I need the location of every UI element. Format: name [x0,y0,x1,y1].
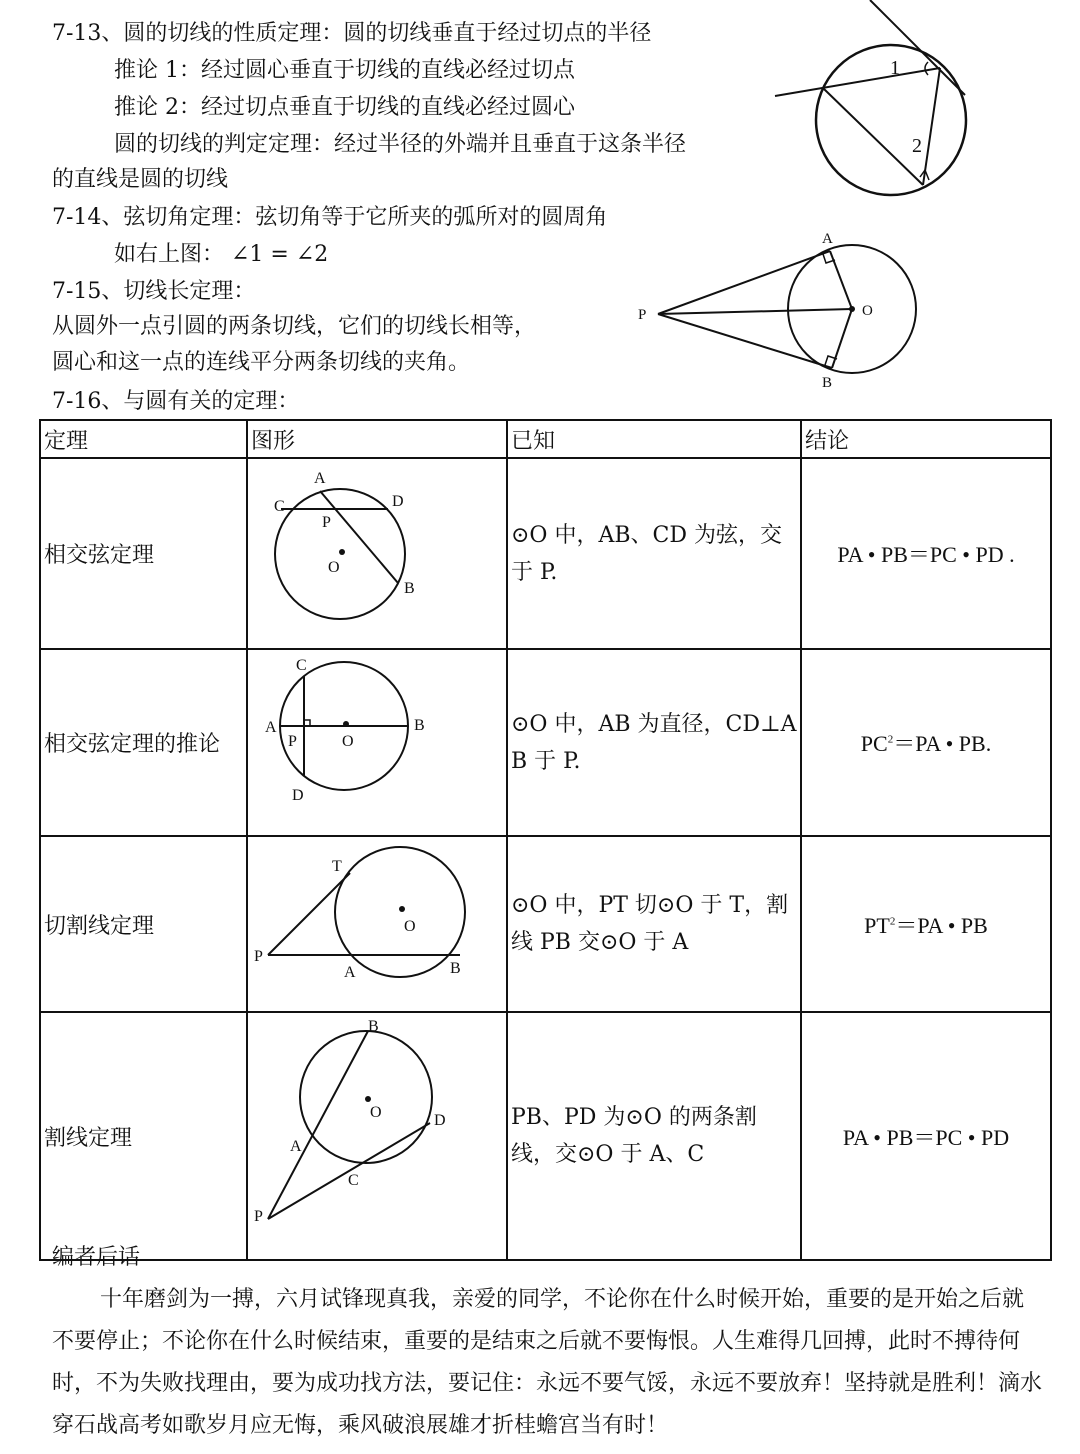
section-7-16-title: 7-16、与圆有关的定理： [52,389,300,414]
label-o: O [370,1104,382,1121]
conclusion-text: $PC^2=PA$ • PB. [801,649,1051,836]
label-c: C [348,1172,359,1189]
header-conclusion: 结论 [801,420,1051,458]
figure-cell [247,836,507,1012]
section-7-14-title: 7-14、弦切角定理：弦切角等于它所夹的弧所对的圆周角 [52,205,608,230]
label-c: C [296,657,307,674]
label-a: A [265,719,277,736]
afterword-title: 编者后话 [52,1245,141,1270]
conclusion-text: PA • PB＝PC • PD . [801,458,1051,649]
section-7-13-title: 7-13、圆的切线的性质定理：圆的切线垂直于经过切点的半径 [52,21,652,46]
circle-theorems-table [39,419,1052,1261]
theorem-name: 割线定理 [40,1012,247,1260]
label-p: P [322,514,331,531]
tangent-judge-line1: 圆的切线的判定定理：经过半径的外端并且垂直于这条半径 [114,132,687,157]
section-7-15-title: 7-15、切线长定理： [52,279,256,304]
label-b: B [368,1018,379,1035]
tangent-length-body-1: 从圆外一点引圆的两条切线，它们的切线长相等， [52,314,537,339]
label-b: B [450,960,461,977]
label-b: B [414,717,425,734]
tangent-length-figure [630,225,930,395]
intersecting-chords-figure [248,459,506,642]
tangent-secant-figure [248,837,506,1005]
header-figure: 图形 [247,420,507,458]
point-b-label: B [822,375,833,391]
label-d: D [292,787,304,804]
label-p: P [288,733,297,750]
label-a: A [290,1138,302,1155]
point-p-label: P [638,307,647,323]
secant-figure [248,1013,506,1253]
label-o: O [328,559,340,576]
figure-cell [247,458,507,649]
table-row [40,649,1051,836]
known-text: PB、PD 为⊙O 的两条割线，交⊙O 于 A、C [507,1012,801,1260]
tangent-judge-line2: 的直线是圆的切线 [52,167,229,192]
table-row [40,836,1051,1012]
known-text: ⊙O 中，AB、CD 为弦，交于 P. [507,458,801,649]
theorem-name: 相交弦定理的推论 [40,649,247,836]
point-o-label: O [862,303,873,319]
angle-2-label: 2 [912,135,922,157]
label-p: P [254,948,263,965]
table-row [40,1012,1051,1260]
label-o: O [404,918,416,935]
known-text: ⊙O 中，AB 为直径，CD⊥AB 于 P. [507,649,801,836]
known-text: ⊙O 中，PT 切⊙O 于 T，割线 PB 交⊙O 于 A [507,836,801,1012]
label-a: A [314,470,326,487]
theorem-name: 切割线定理 [40,836,247,1012]
table-header-row [40,420,1051,458]
label-d: D [392,493,404,510]
label-c: C [274,498,285,515]
label-d: D [434,1112,446,1129]
label-a: A [344,964,356,981]
angle-1-label: 1 [890,57,900,79]
afterword-body: 十年磨剑为一搏，六月试锋现真我，亲爱的同学，不论你在什么时候开始，重要的是开始之后就不要停止；不论你在什么时候结束，重要的是结束之后就不要悔恨。人生难得几回搏，此时不搏待何时，不为失败找理由，要为成功找方法，要记住：永远不要气馁，永远不要放弃！坚持就是胜利！滴水穿石战高考如歌岁月应无悔，乘风破浪展雄才折桂蟾宫当有时！ [52,1287,1043,1438]
conclusion-text: $PT^2=PA$ • PB [801,836,1051,1012]
conclusion-text: PA • PB＝PC • PD [801,1012,1051,1260]
corollary-2: 推论 2：经过切点垂直于切线的直线必经过圆心 [114,95,575,120]
angle-equation: 如右上图： ∠1 = ∠2 [114,242,329,267]
header-known: 已知 [507,420,801,458]
label-t: T [332,858,342,875]
table-row [40,458,1051,649]
chord-corollary-figure [248,650,506,829]
label-o: O [342,733,354,750]
chord-tangent-figure [770,0,980,205]
figure-cell [247,1012,507,1260]
figure-cell [247,649,507,836]
label-b: B [404,580,415,597]
label-p: P [254,1208,263,1225]
tangent-length-body-2: 圆心和这一点的连线平分两条切线的夹角。 [52,350,471,375]
theorem-name: 相交弦定理 [40,458,247,649]
header-theorem: 定理 [40,420,247,458]
point-a-label: A [822,231,833,247]
corollary-1: 推论 1：经过圆心垂直于切线的直线必经过切点 [114,58,575,83]
